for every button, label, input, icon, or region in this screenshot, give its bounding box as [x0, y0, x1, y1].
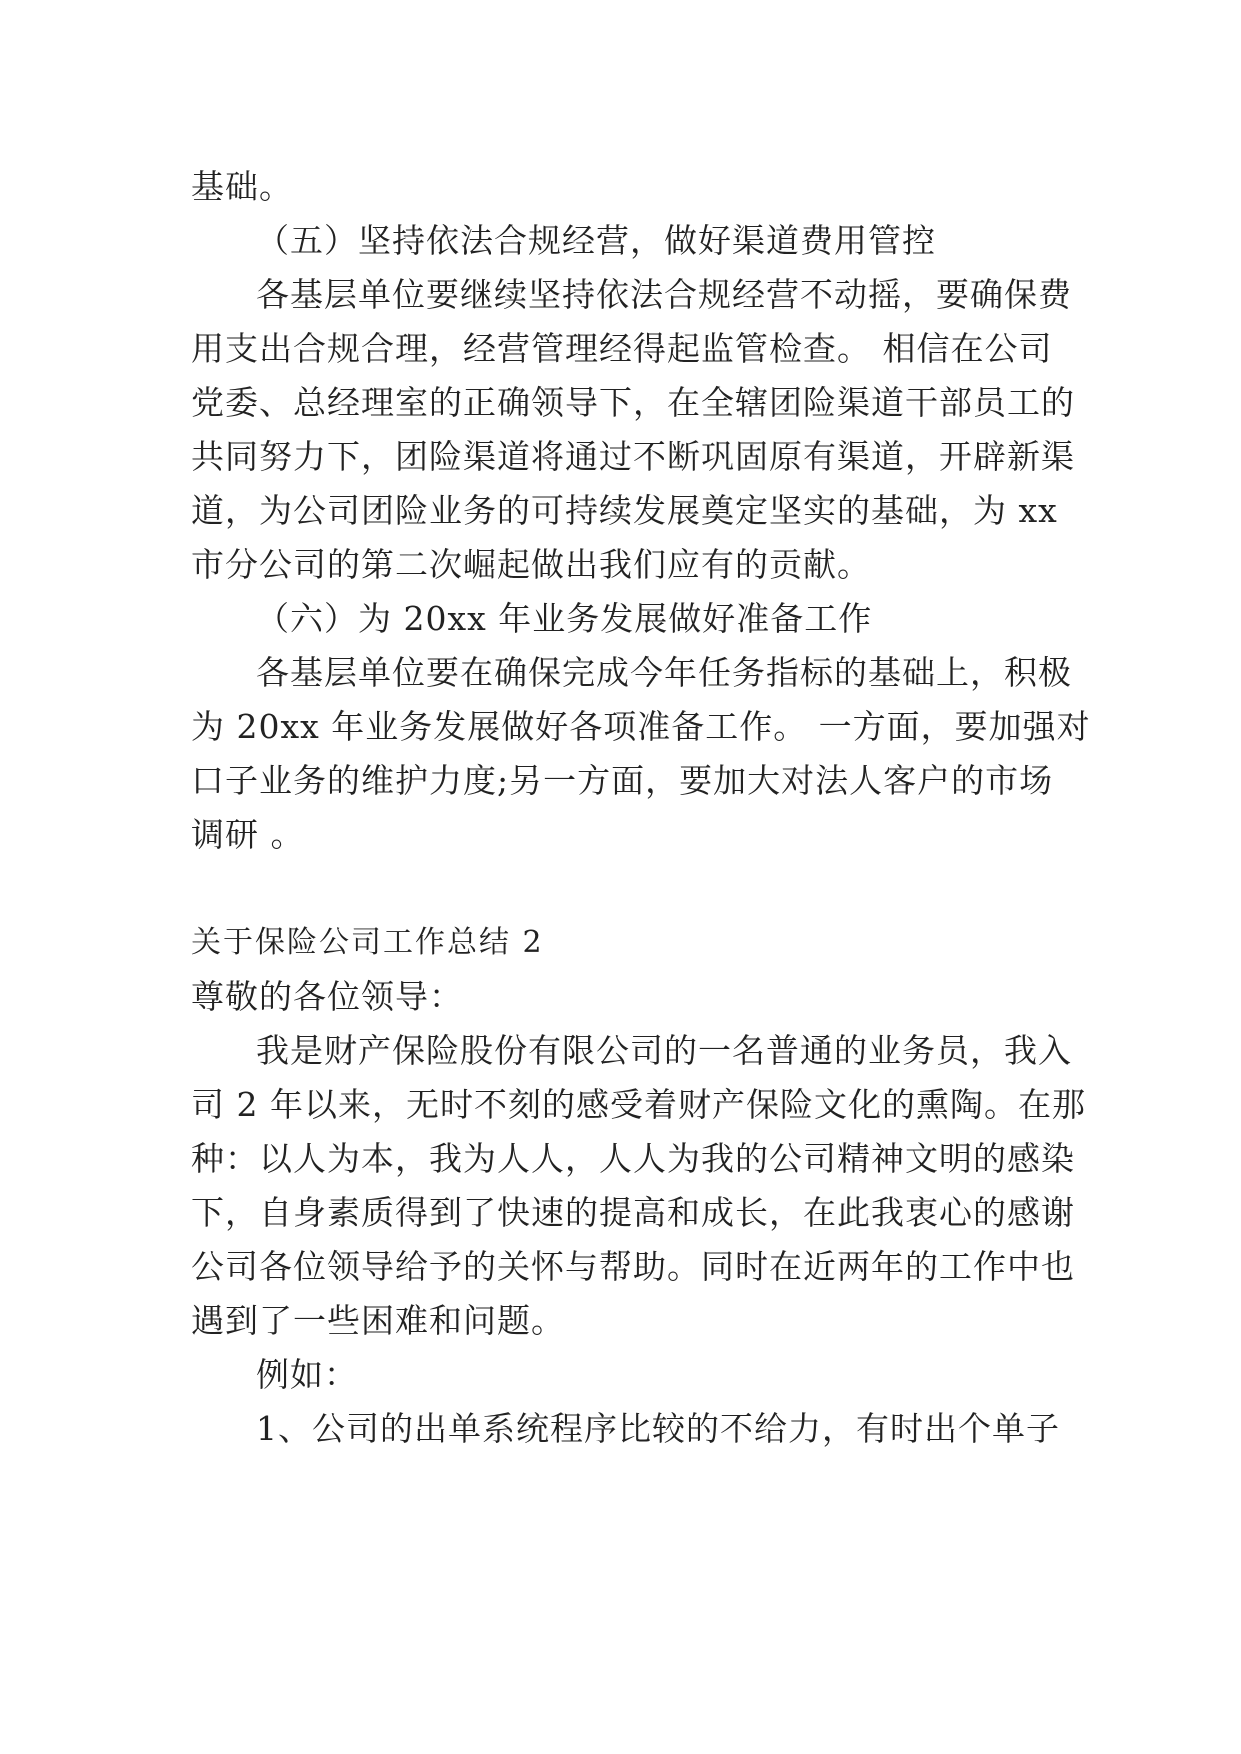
paragraph-line: 遇到了一些困难和问题。: [191, 1301, 565, 1340]
paragraph-line: 公司各位领导给予的关怀与帮助。同时在近两年的工作中也: [191, 1247, 1075, 1286]
example-label: 例如：: [256, 1355, 358, 1394]
paragraph-line: 调研 。: [191, 815, 305, 854]
section-heading-5: （五）坚持依法合规经营，做好渠道费用管控: [256, 221, 936, 260]
paragraph-line: 下，自身素质得到了快速的提高和成长，在此我衷心的感谢: [191, 1193, 1075, 1232]
paragraph-line: 各基层单位要继续坚持依法合规经营不动摇，要确保费: [256, 275, 1072, 314]
paragraph-line: 党委、总经理室的正确领导下，在全辖团险渠道干部员工的: [191, 383, 1075, 422]
paragraph-line: 共同努力下，团险渠道将通过不断巩固原有渠道，开辟新渠: [191, 437, 1075, 476]
paragraph-line: 我是财产保险股份有限公司的一名普通的业务员，我入: [256, 1031, 1072, 1070]
paragraph-line: 市分公司的第二次崛起做出我们应有的贡献。: [191, 545, 871, 584]
paragraph-line: 为 20xx 年业务发展做好各项准备工作。 一方面，要加强对: [191, 707, 1091, 746]
paragraph-line: 司 2 年以来，无时不刻的感受着财产保险文化的熏陶。在那: [191, 1085, 1086, 1124]
salutation: 尊敬的各位领导：: [191, 977, 463, 1016]
paragraph-line: 用支出合规合理，经营管理经得起监管检查。 相信在公司: [191, 329, 1053, 368]
paragraph-line: 道，为公司团险业务的可持续发展奠定坚实的基础，为 xx: [191, 491, 1058, 530]
list-item: 1、公司的出单系统程序比较的不给力，有时出个单子: [256, 1409, 1060, 1448]
document-title: 关于保险公司工作总结 2: [191, 925, 544, 960]
section-heading-6: （六）为 20xx 年业务发展做好准备工作: [256, 599, 873, 638]
paragraph-line: 种：以人为本，我为人人，人人为我的公司精神文明的感染: [191, 1139, 1075, 1178]
paragraph-line: 口子业务的维护力度;另一方面，要加大对法人客户的市场: [191, 761, 1054, 800]
paragraph-tail: 基础。: [191, 167, 293, 206]
paragraph-line: 各基层单位要在确保完成今年任务指标的基础上，积极: [256, 653, 1072, 692]
